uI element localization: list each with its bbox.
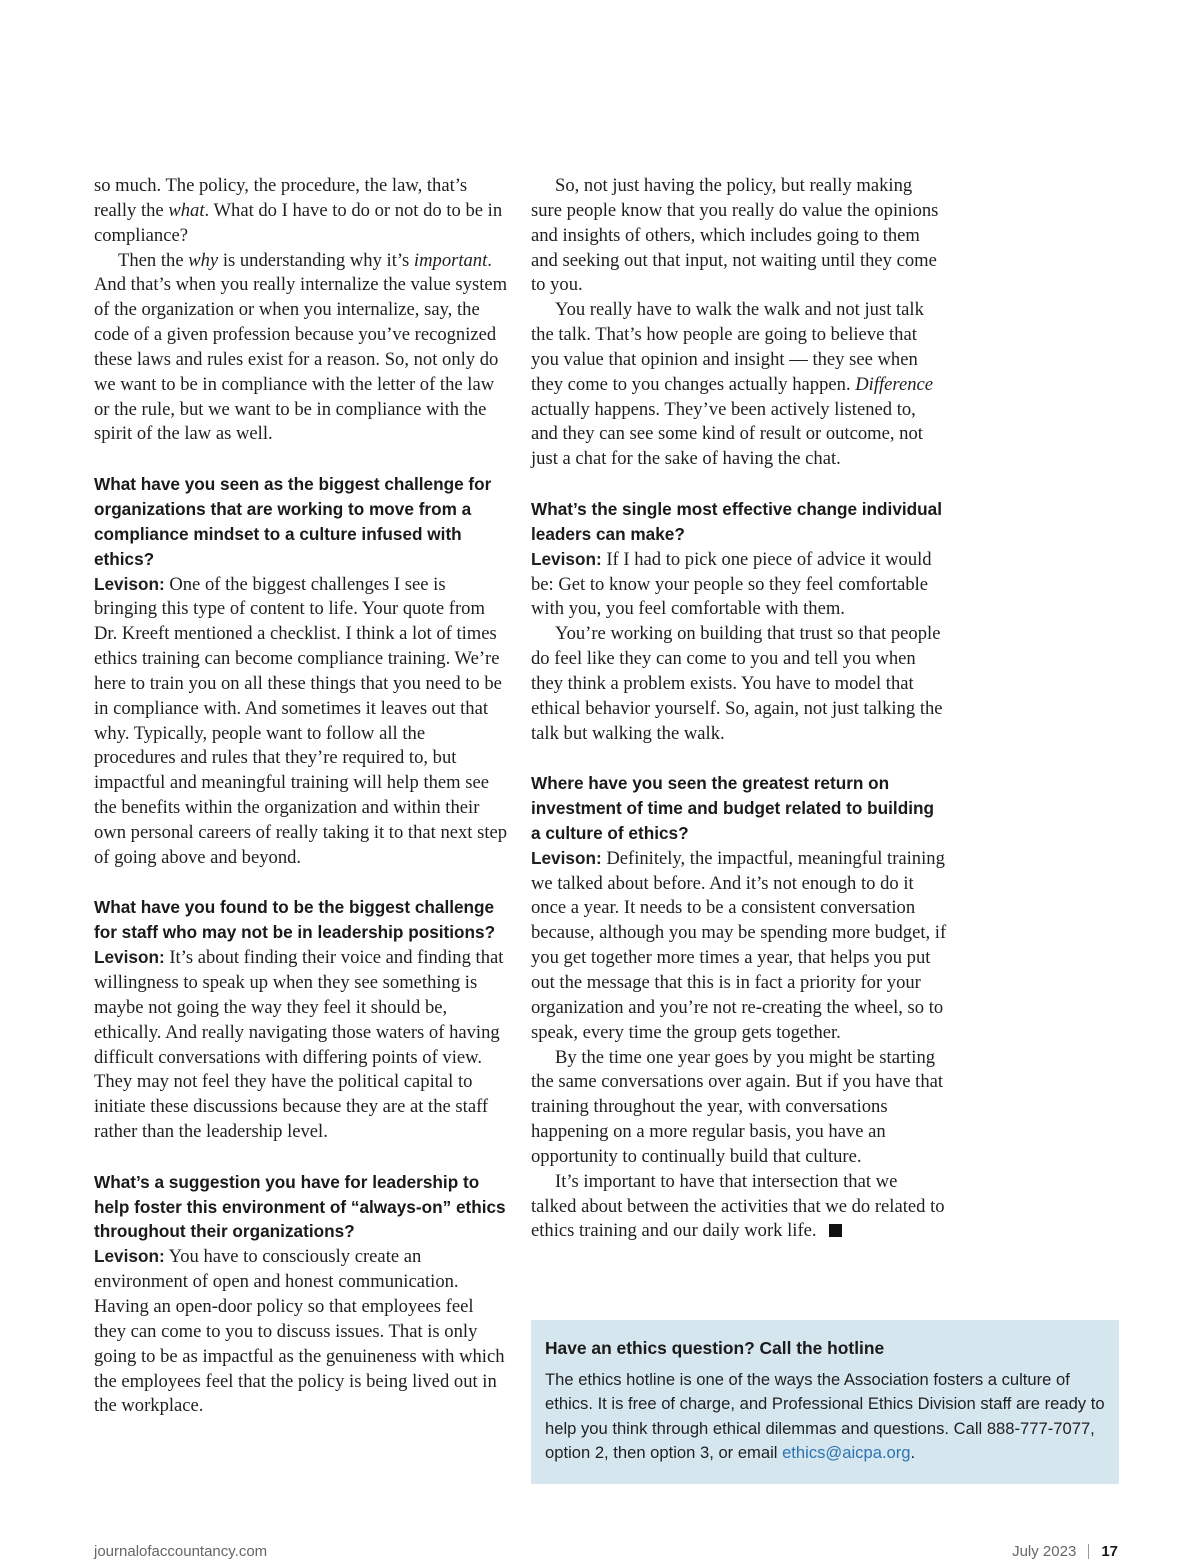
speaker-label: Levison: <box>94 573 165 594</box>
ethics-email-link[interactable]: ethics@aicpa.org <box>782 1443 911 1463</box>
answer-paragraph: Levison: If I had to pick one piece of advice it would be: Get to know your people so they feel comfortable with you, you feel comfortable with them. <box>531 548 932 620</box>
issue-date: July 2023 <box>1012 1543 1077 1560</box>
left-column <box>94 174 508 1419</box>
paragraph: It’s important to have that intersection that we talked about between the activities that we do related to ethics training and our daily work life. <box>531 1170 945 1242</box>
question-heading: What’s a suggestion you have for leadership to help foster this environment of “always-on” ethics throughout their organizations? <box>94 1171 506 1242</box>
page-number: 17 <box>1101 1543 1118 1560</box>
answer-paragraph: Levison: Definitely, the impactful, meaningful training we talked about before. And it’s not enough to do it once a year. It needs to be a consistent conversation because, although you may be spending more budget, if you get together more times a year, that helps you put out the message that this is in fact a priority for your organization and you’re not re-creating the wheel, so to speak, every time the group gets together. <box>531 847 947 1043</box>
footer-issue-info <box>1012 1543 1118 1560</box>
paragraph: So, not just having the policy, but really making sure people know that you really do value the opinions and insights of others, which includes going to them and seeking out that input, not waiting until they come to you. <box>531 175 939 296</box>
question-heading: Where have you seen the greatest return on investment of time and budget related to building a culture of ethics? <box>531 773 934 843</box>
answer-paragraph: Levison: One of the biggest challenges I see is bringing this type of content to life. Your quote from Dr. Kreeft mentioned a checklist. I think a lot of times ethics training can become compliance training. We’re here to train you on all these things that you need to be in compliance with. And sometimes it leaves out that why. Typically, people want to follow all the procedures and rules that they’re required to, but impactful and meaningful training will help them see the benefits within the organization and within their own personal careers of really taking it to that next step of going above and beyond. <box>94 573 508 868</box>
speaker-label: Levison: <box>94 947 165 968</box>
footer-website: journalofaccountancy.com <box>94 1543 268 1560</box>
paragraph: so much. The policy, the procedure, the law, that’s really the what. What do I have to do or not do to be in compliance? <box>94 175 503 246</box>
ethics-hotline-sidebar <box>531 1320 1119 1484</box>
answer-paragraph: Levison: It’s about finding their voice and finding that willingness to speak up when they see something is maybe not going the way they feel it should be, ethically. And really navigating those waters of having difficult conversations with differing points of view. They may not feel they have the political capital to initiate these discussions because they are at the staff rather than the leadership level. <box>94 947 504 1143</box>
speaker-label: Levison: <box>531 548 602 569</box>
question-heading: What have you seen as the biggest challenge for organizations that are working to move from a compliance mindset to a culture infused with ethics? <box>94 474 492 569</box>
question-heading: What have you found to be the biggest challenge for staff who may not be in leadership positions? <box>94 897 496 943</box>
paragraph: You really have to walk the walk and not just talk the talk. That’s how people are going to believe that you value that opinion and insight — they see when they come to you changes actually happen. Difference actually happens. They’ve been actively listened to, and they can see some kind of result or outcome, not just a chat for the sake of having the chat. <box>531 299 934 470</box>
sidebar-body: The ethics hotline is one of the ways the Association fosters a culture of ethics. It is free of charge, and Professional Ethics Division staff are ready to help you think through ethical dilemmas and questions. Call 888-777-7077, option 2, then option 3, or email ethics@aicpa.org. <box>545 1370 1105 1463</box>
speaker-label: Levison: <box>94 1246 165 1267</box>
paragraph: By the time one year goes by you might be starting the same conversations over again. But if you have that training throughout the year, with conversations happening on a more regular basis, you have an opportunity to continually build that culture. <box>531 1046 944 1167</box>
speaker-label: Levison: <box>531 847 602 868</box>
answer-paragraph: Levison: You have to consciously create an environment of open and honest communication. Having an open-door policy so that employees feel they can come to you to discuss issues. That is only going to be as impactful as the genuineness with which the employees feel that the policy is being lived out in the workplace. <box>94 1246 505 1417</box>
question-heading: What’s the single most effective change individual leaders can make? <box>531 498 942 544</box>
paragraph: Then the why is understanding why it’s important. And that’s when you really internalize the value system of the organization or when you internalize, say, the code of a given profession because you’ve recognized these laws and rules exist for a reason. So, not only do we want to be in compliance with the letter of the law or the rule, but we want to be in compliance with the spirit of the law as well. <box>94 249 508 445</box>
paragraph: You’re working on building that trust so that people do feel like they can come to you and tell you when they think a problem exists. You have to model that ethical behavior yourself. So, again, not just talking the talk but walking the walk. <box>531 623 943 744</box>
sidebar-title: Have an ethics question? Call the hotline <box>545 1338 885 1358</box>
right-column <box>531 174 947 1244</box>
end-of-article-mark <box>829 1224 842 1237</box>
footer-divider <box>1088 1544 1089 1559</box>
